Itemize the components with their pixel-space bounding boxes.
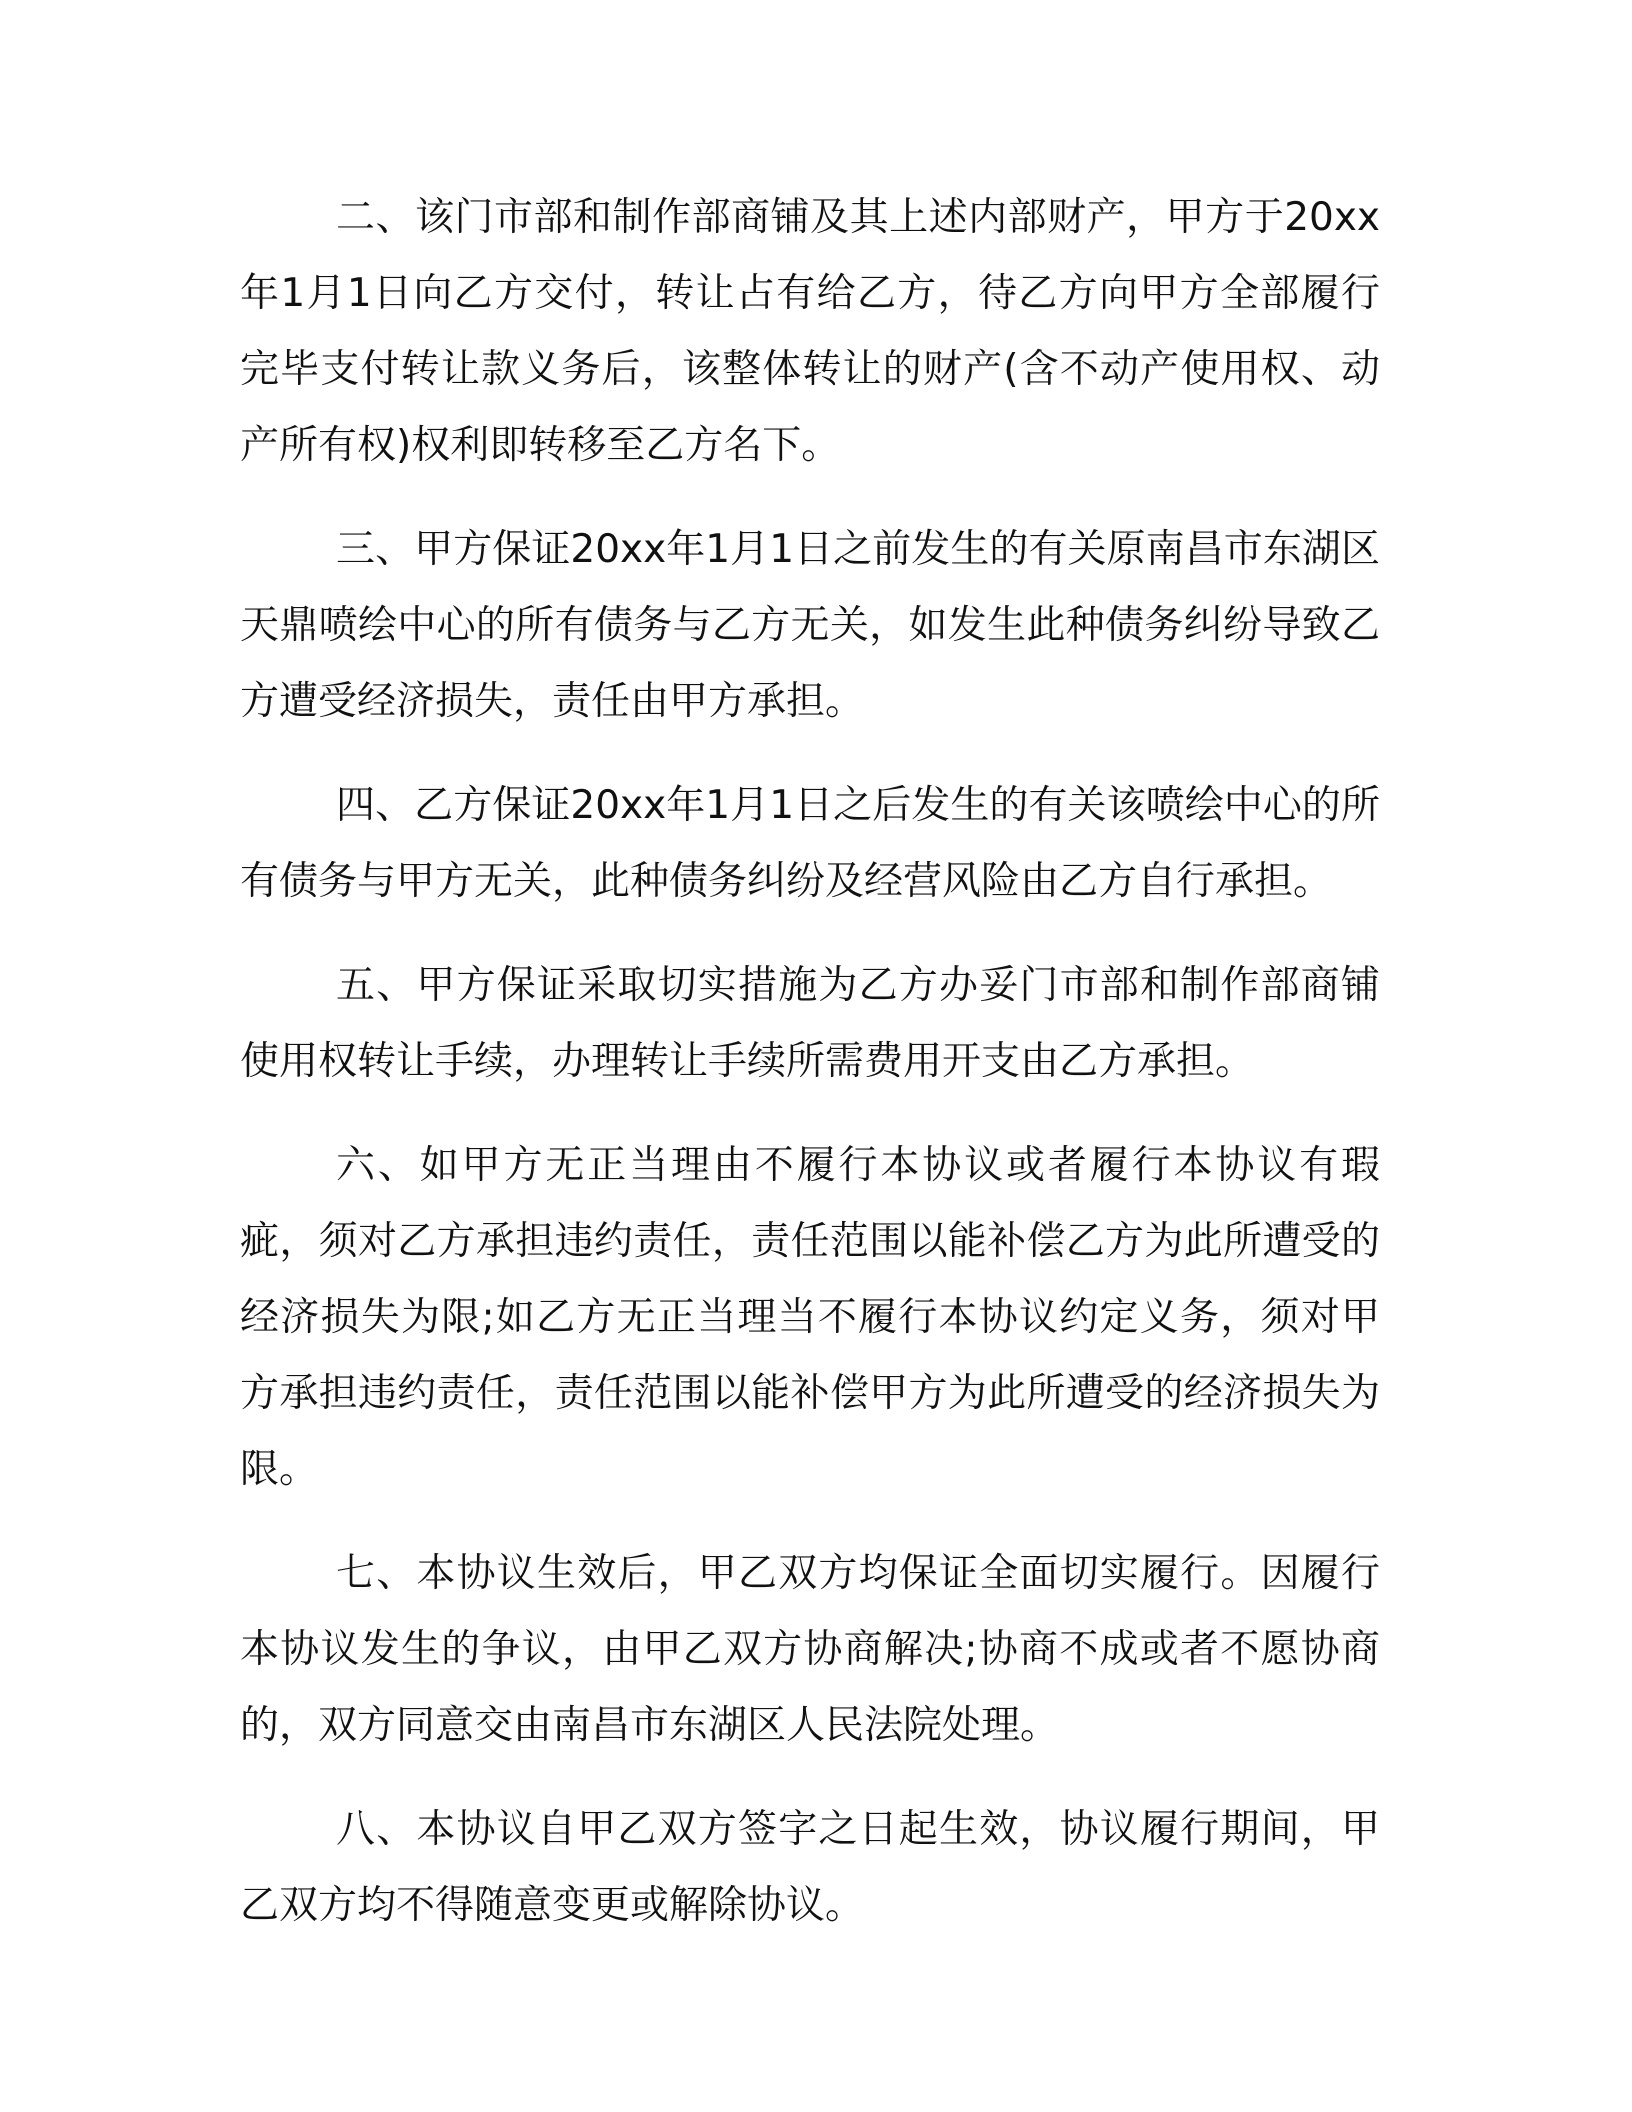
clause-8-paragraph: 八、本协议自甲乙双方签字之日起生效，协议履行期间，甲乙双方均不得随意变更或解除协议。 [240,1807,1380,1928]
clause-6-paragraph: 六、如甲方无正当理由不履行本协议或者履行本协议有瑕疵，须对乙方承担违约责任，责任范围以能补偿乙方为此所遭受的经济损失为限;如乙方无正当理当不履行本协议约定义务，须对甲方承担违约责任，责任范围以能补偿甲方为此所遭受的经济损失为限。 [240,1143,1380,1492]
clause-3-paragraph: 三、甲方保证20xx年1月1日之前发生的有关原南昌市东湖区天鼎喷绘中心的所有债务与乙方无关，如发生此种债务纠纷导致乙方遭受经济损失，责任由甲方承担。 [240,527,1380,724]
clause-5-paragraph: 五、甲方保证采取切实措施为乙方办妥门市部和制作部商铺使用权转让手续，办理转让手续所需费用开支由乙方承担。 [240,963,1380,1084]
clause-4-paragraph: 四、乙方保证20xx年1月1日之后发生的有关该喷绘中心的所有债务与甲方无关，此种债务纠纷及经营风险由乙方自行承担。 [240,783,1380,904]
clause-2-paragraph: 二、该门市部和制作部商铺及其上述内部财产，甲方于20xx年1月1日向乙方交付，转让占有给乙方，待乙方向甲方全部履行完毕支付转让款义务后，该整体转让的财产(含不动产使用权、动产所有权)权利即转移至乙方名下。 [240,195,1380,468]
document-body [240,180,1380,1972]
clause-7-paragraph: 七、本协议生效后，甲乙双方均保证全面切实履行。因履行本协议发生的争议，由甲乙双方协商解决;协商不成或者不愿协商的，双方同意交由南昌市东湖区人民法院处理。 [240,1551,1380,1748]
